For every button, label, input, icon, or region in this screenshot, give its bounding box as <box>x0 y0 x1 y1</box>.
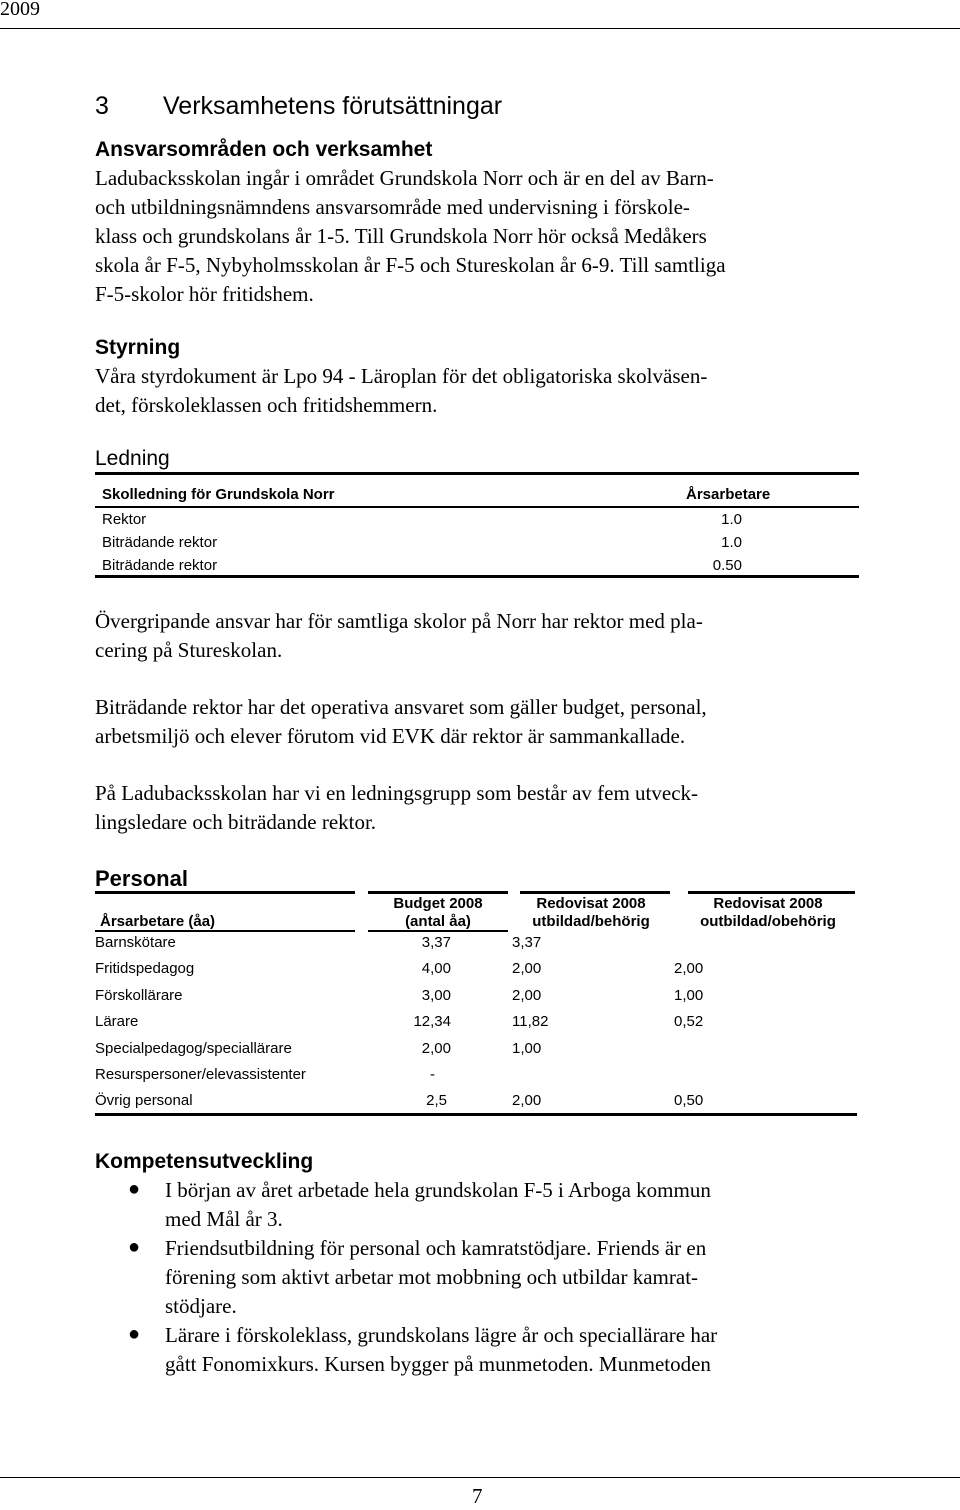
personal-row-budget: 2,5 <box>426 1092 447 1109</box>
ledning-row-value: 1.0 <box>721 511 742 528</box>
personal-row-outbildad: 0,50 <box>674 1092 704 1109</box>
bullet-item <box>165 1234 845 1321</box>
personal-row-budget: - <box>430 1066 435 1083</box>
paragraph-ledning-1 <box>95 607 855 665</box>
personal-row-utbildad: 2,00 <box>512 960 542 977</box>
header-year: 2009 <box>0 0 40 20</box>
footer-divider <box>0 1477 960 1478</box>
personal-row-utbildad: 11,82 <box>512 1013 549 1030</box>
text-line: På Ladubacksskolan har vi en ledningsgrupp som består av fem utveck- <box>95 781 699 805</box>
text-line: stödjare. <box>165 1294 237 1318</box>
bullet-marker: ● <box>128 1323 141 1345</box>
personal-top-rule <box>95 891 355 894</box>
chapter-title-text: Verksamhetens förutsättningar <box>163 92 503 120</box>
personal-row-budget: 12,34 <box>413 1013 451 1030</box>
text-line: Våra styrdokument är Lpo 94 - Läroplan för det obligatoriska skolväsen- <box>95 364 708 388</box>
personal-col3-header-line1: Redovisat 2008 <box>536 895 646 912</box>
personal-col4-header-line1: Redovisat 2008 <box>713 895 823 912</box>
text-line: Friendsutbildning för personal och kamratstödjare. Friends är en <box>165 1236 707 1260</box>
personal-top-rule <box>520 891 670 894</box>
personal-bottom-rule <box>95 1113 857 1116</box>
heading-kompetens: Kompetensutveckling <box>95 1150 314 1173</box>
personal-row-budget: 3,00 <box>421 987 451 1004</box>
text-line: det, förskoleklassen och fritidshemmern. <box>95 393 438 417</box>
personal-row-category: Övrig personal <box>95 1092 193 1109</box>
personal-row-utbildad: 2,00 <box>512 987 542 1004</box>
bullet-item <box>165 1176 845 1234</box>
personal-row-category: Barnskötare <box>95 934 176 951</box>
personal-col1-header: Årsarbetare (åa) <box>100 913 216 930</box>
header-divider <box>0 28 960 29</box>
text-line: Biträdande rektor har det operativa ansvaret som gäller budget, personal, <box>95 695 707 719</box>
text-line: Lärare i förskoleklass, grundskolans lägre år och speciallärare har <box>165 1323 718 1347</box>
personal-row-utbildad: 1,00 <box>512 1040 542 1057</box>
bullet-marker: ● <box>128 1178 141 1200</box>
personal-row-outbildad: 0,52 <box>674 1013 704 1030</box>
personal-header-rule <box>368 930 508 932</box>
personal-row-category: Resurspersoner/elevassistenter <box>95 1066 306 1083</box>
chapter-title <box>95 92 502 121</box>
text-line: och utbildningsnämndens ansvarsområde med undervisning i förskole- <box>95 195 690 219</box>
personal-top-rule <box>688 891 855 894</box>
personal-row-budget: 4,00 <box>421 960 451 977</box>
text-line: arbetsmiljö och elever förutom vid EVK där rektor är sammankallade. <box>95 724 686 748</box>
personal-row-category: Fritidspedagog <box>95 960 195 977</box>
paragraph-styrning <box>95 362 855 420</box>
personal-col2-header-line1: Budget 2008 <box>393 895 483 912</box>
ledning-row-role: Biträdande rektor <box>102 557 218 574</box>
heading-personal: Personal <box>95 866 188 891</box>
heading-ledning: Ledning <box>95 447 170 470</box>
personal-top-rule <box>368 891 508 894</box>
personal-row-outbildad: 2,00 <box>674 960 704 977</box>
heading-ansvar: Ansvarsområden och verksamhet <box>95 138 433 161</box>
table-header-rule <box>95 506 859 508</box>
bullet-marker: ● <box>128 1236 141 1258</box>
text-line: med Mål år 3. <box>165 1207 283 1231</box>
bullet-item <box>165 1321 845 1379</box>
text-line: F-5-skolor hör fritidshem. <box>95 282 314 306</box>
table-bottom-rule <box>95 575 859 578</box>
personal-row-budget: 3,37 <box>421 934 451 951</box>
personal-row-category: Förskollärare <box>95 987 183 1004</box>
text-line: I början av året arbetade hela grundskolan F-5 i Arboga kommun <box>165 1178 711 1202</box>
text-line: Övergripande ansvar har för samtliga skolor på Norr har rektor med pla- <box>95 609 703 633</box>
personal-row-category: Lärare <box>95 1013 139 1030</box>
chapter-number: 3 <box>95 92 109 120</box>
paragraph-ledning-3 <box>95 779 855 837</box>
text-line: gått Fonomixkurs. Kursen bygger på munmetoden. Munmetoden <box>165 1352 711 1376</box>
ledning-row-value: 1.0 <box>721 534 742 551</box>
personal-row-category: Specialpedagog/speciallärare <box>95 1040 292 1057</box>
personal-col3-header-line2: utbildad/behörig <box>532 913 650 930</box>
text-line: skola år F-5, Nybyholmsskolan år F-5 och Stureskolan år 6-9. Till samtliga <box>95 253 726 277</box>
table-top-rule <box>95 472 859 475</box>
personal-row-outbildad: 1,00 <box>674 987 704 1004</box>
personal-row-budget: 2,00 <box>421 1040 451 1057</box>
text-line: lingsledare och biträdande rektor. <box>95 810 377 834</box>
text-line: förening som aktivt arbetar mot mobbning och utbildar kamrat- <box>165 1265 699 1289</box>
paragraph-ansvar <box>95 164 855 309</box>
personal-col2-header-line2: (antal åa) <box>405 913 471 930</box>
heading-styrning: Styrning <box>95 336 181 359</box>
ledning-row-value: 0.50 <box>712 557 742 574</box>
page-number: 7 <box>472 1484 483 1508</box>
personal-col4-header-line2: outbildad/obehörig <box>700 913 836 930</box>
personal-header-rule <box>95 930 355 932</box>
personal-row-utbildad: 3,37 <box>512 934 542 951</box>
personal-row-utbildad: 2,00 <box>512 1092 542 1109</box>
ledning-col2-header: Årsarbetare <box>686 486 771 503</box>
ledning-row-role: Rektor <box>102 511 147 528</box>
text-line: Ladubacksskolan ingår i området Grundskola Norr och är en del av Barn- <box>95 166 714 190</box>
text-line: cering på Stureskolan. <box>95 638 283 662</box>
ledning-col1-header: Skolledning för Grundskola Norr <box>102 486 335 503</box>
text-line: klass och grundskolans år 1-5. Till Grundskola Norr hör också Medåkers <box>95 224 707 248</box>
paragraph-ledning-2 <box>95 693 855 751</box>
ledning-row-role: Biträdande rektor <box>102 534 218 551</box>
